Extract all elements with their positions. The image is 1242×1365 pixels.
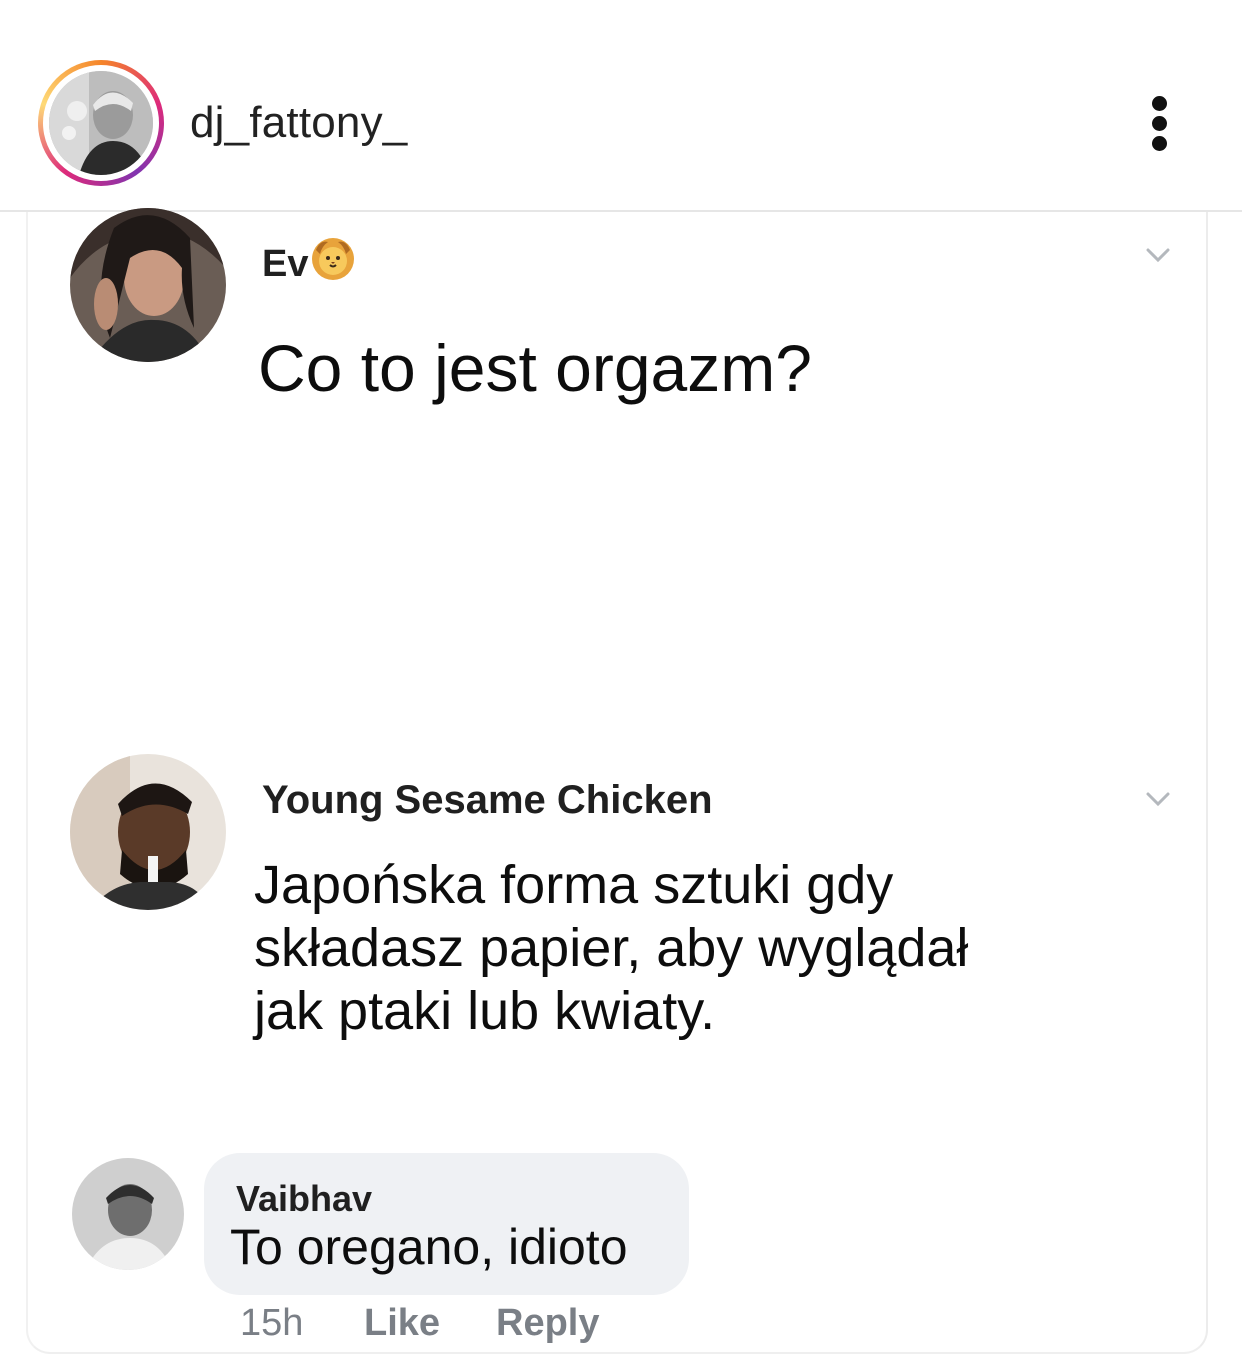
post-header [0, 0, 1242, 212]
lion-face-icon [310, 236, 356, 292]
header-username[interactable]: dj_fattony_ [190, 98, 408, 147]
avatar-vaibhav[interactable] [72, 1158, 184, 1270]
comment-text: To oregano, idioto [230, 1219, 628, 1275]
profile-avatar-icon[interactable] [49, 71, 153, 175]
comment-author[interactable]: Vaibhav [236, 1178, 373, 1219]
avatar-ev[interactable] [70, 208, 226, 362]
comment-timestamp: 15h [240, 1302, 304, 1344]
avatar-young-sesame-chicken[interactable] [70, 754, 226, 910]
more-options-icon[interactable] [1140, 92, 1180, 154]
comment-text: Co to jest orgazm? [258, 331, 812, 405]
comment-text: Japońska forma sztuki gdy składasz papier, aby wyglądał jak ptaki lub kwiaty. [254, 855, 969, 1042]
comment-author[interactable]: Young Sesame Chicken [262, 778, 713, 822]
like-button[interactable]: Like [364, 1302, 441, 1344]
chevron-down-icon[interactable] [1144, 245, 1172, 265]
reply-button[interactable]: Reply [496, 1302, 600, 1344]
chevron-down-icon[interactable] [1144, 789, 1172, 809]
comment-author[interactable]: Ev [262, 236, 356, 292]
story-ring[interactable] [38, 60, 164, 186]
